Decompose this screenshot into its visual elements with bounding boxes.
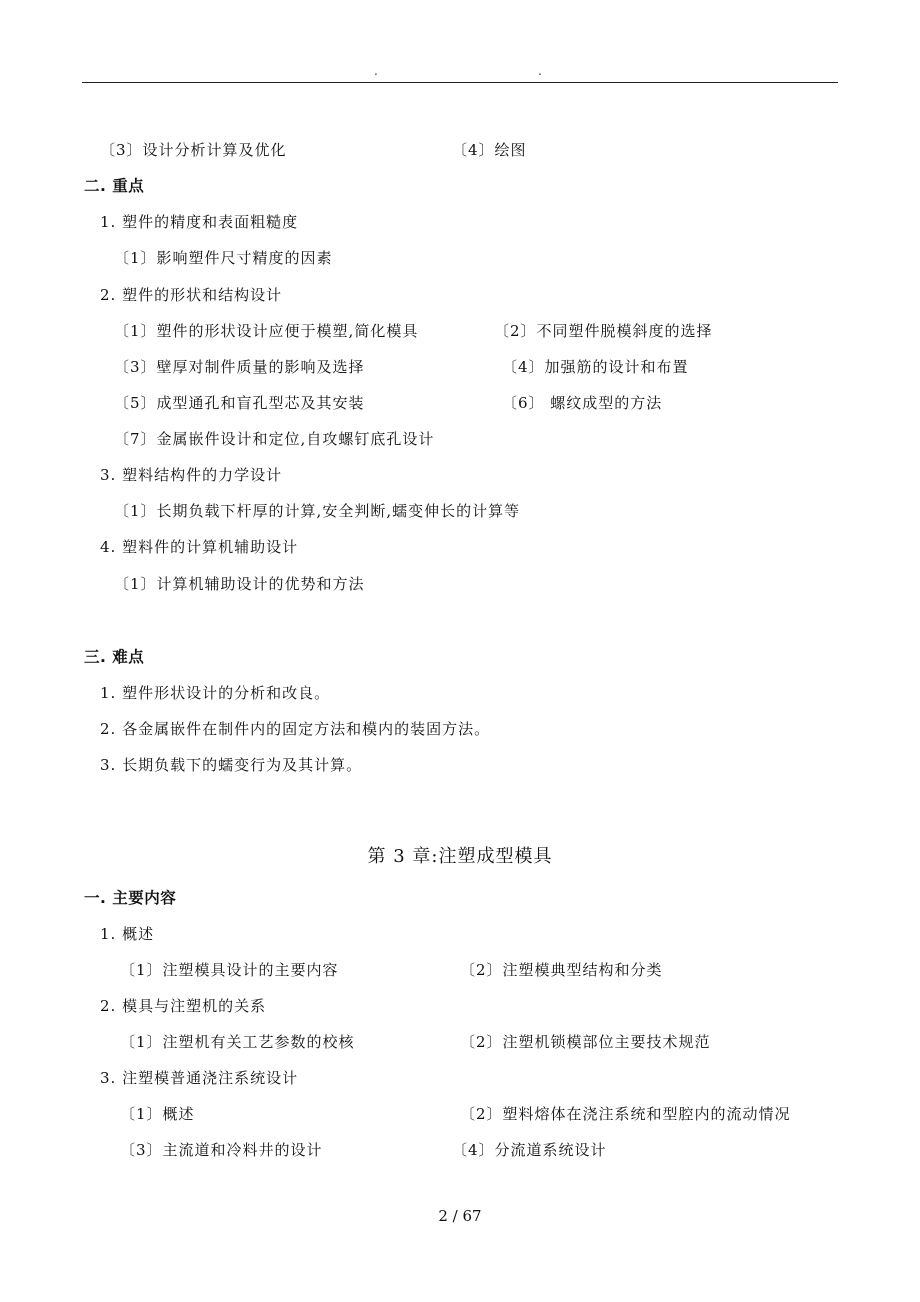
header-dot-left: . [374,64,378,78]
sec2-p1-sub-1: 〔1〕影响塑件尺寸精度的因素 [114,249,333,267]
ch3-point-1: 1. 概述 [100,925,155,943]
sec2-point-4: 4. 塑料件的计算机辅助设计 [100,538,299,556]
sec3-item-3: 3. 长期负载下的蠕变行为及其计算。 [100,756,363,774]
sec3-item-1: 1. 塑件形状设计的分析和改良。 [100,684,331,702]
ch3-p2-sub-1: 〔1〕注塑机有关工艺参数的校核 [120,1033,355,1051]
sec2-p2-sub-2: 〔2〕不同塑件脱模斜度的选择 [494,322,713,340]
ch3-p3-sub-3: 〔3〕主流道和冷料井的设计 [120,1141,323,1159]
ch3-sec1-heading: 一. 主要内容 [84,889,177,907]
page-number: 2 / 67 [438,1207,482,1225]
sec2-point-3: 3. 塑料结构件的力学设计 [100,466,283,484]
sec2-p3-sub-1: 〔1〕长期负载下杆厚的计算,安全判断,蠕变伸长的计算等 [114,502,521,520]
ch3-p1-sub-2: 〔2〕注塑模典型结构和分类 [460,961,663,979]
sec2-p4-sub-1: 〔1〕计算机辅助设计的优势和方法 [114,575,365,593]
sec1-item-4: 〔4〕绘图 [452,141,527,159]
sec2-p2-sub-5: 〔5〕成型通孔和盲孔型芯及其安装 [114,394,365,412]
sec2-p2-sub-3: 〔3〕壁厚对制件质量的影响及选择 [114,358,365,376]
ch3-point-3: 3. 注塑模普通浇注系统设计 [100,1069,299,1087]
sec2-p2-sub-6: 〔6〕 螺纹成型的方法 [502,394,663,412]
header-rule [82,82,838,83]
ch3-p3-sub-1: 〔1〕概述 [120,1105,195,1123]
sec2-p2-sub-1: 〔1〕塑件的形状设计应便于模塑,简化模具 [114,322,419,340]
sec2-point-2: 2. 塑件的形状和结构设计 [100,286,283,304]
sec2-p2-sub-4: 〔4〕加强筋的设计和布置 [502,358,689,376]
sec2-p2-sub-7: 〔7〕金属嵌件设计和定位,自攻螺钉底孔设计 [114,430,435,448]
ch3-p2-sub-2: 〔2〕注塑机锁模部位主要技术规范 [460,1033,711,1051]
ch3-p3-sub-4: 〔4〕分流道系统设计 [452,1141,607,1159]
sec2-heading: 二. 重点 [84,177,145,195]
ch3-p3-sub-2: 〔2〕塑料熔体在浇注系统和型腔内的流动情况 [460,1105,791,1123]
sec3-heading: 三. 难点 [84,648,145,666]
header-dot-right: . [538,64,542,78]
ch3-point-2: 2. 模具与注塑机的关系 [100,997,267,1015]
sec2-point-1: 1. 塑件的精度和表面粗糙度 [100,213,299,231]
chapter-title: 第 3 章:注塑成型模具 [367,846,553,867]
sec3-item-2: 2. 各金属嵌件在制件内的固定方法和模内的装固方法。 [100,720,491,738]
sec1-item-3: 〔3〕设计分析计算及优化 [100,141,287,159]
ch3-p1-sub-1: 〔1〕注塑模具设计的主要内容 [120,961,339,979]
